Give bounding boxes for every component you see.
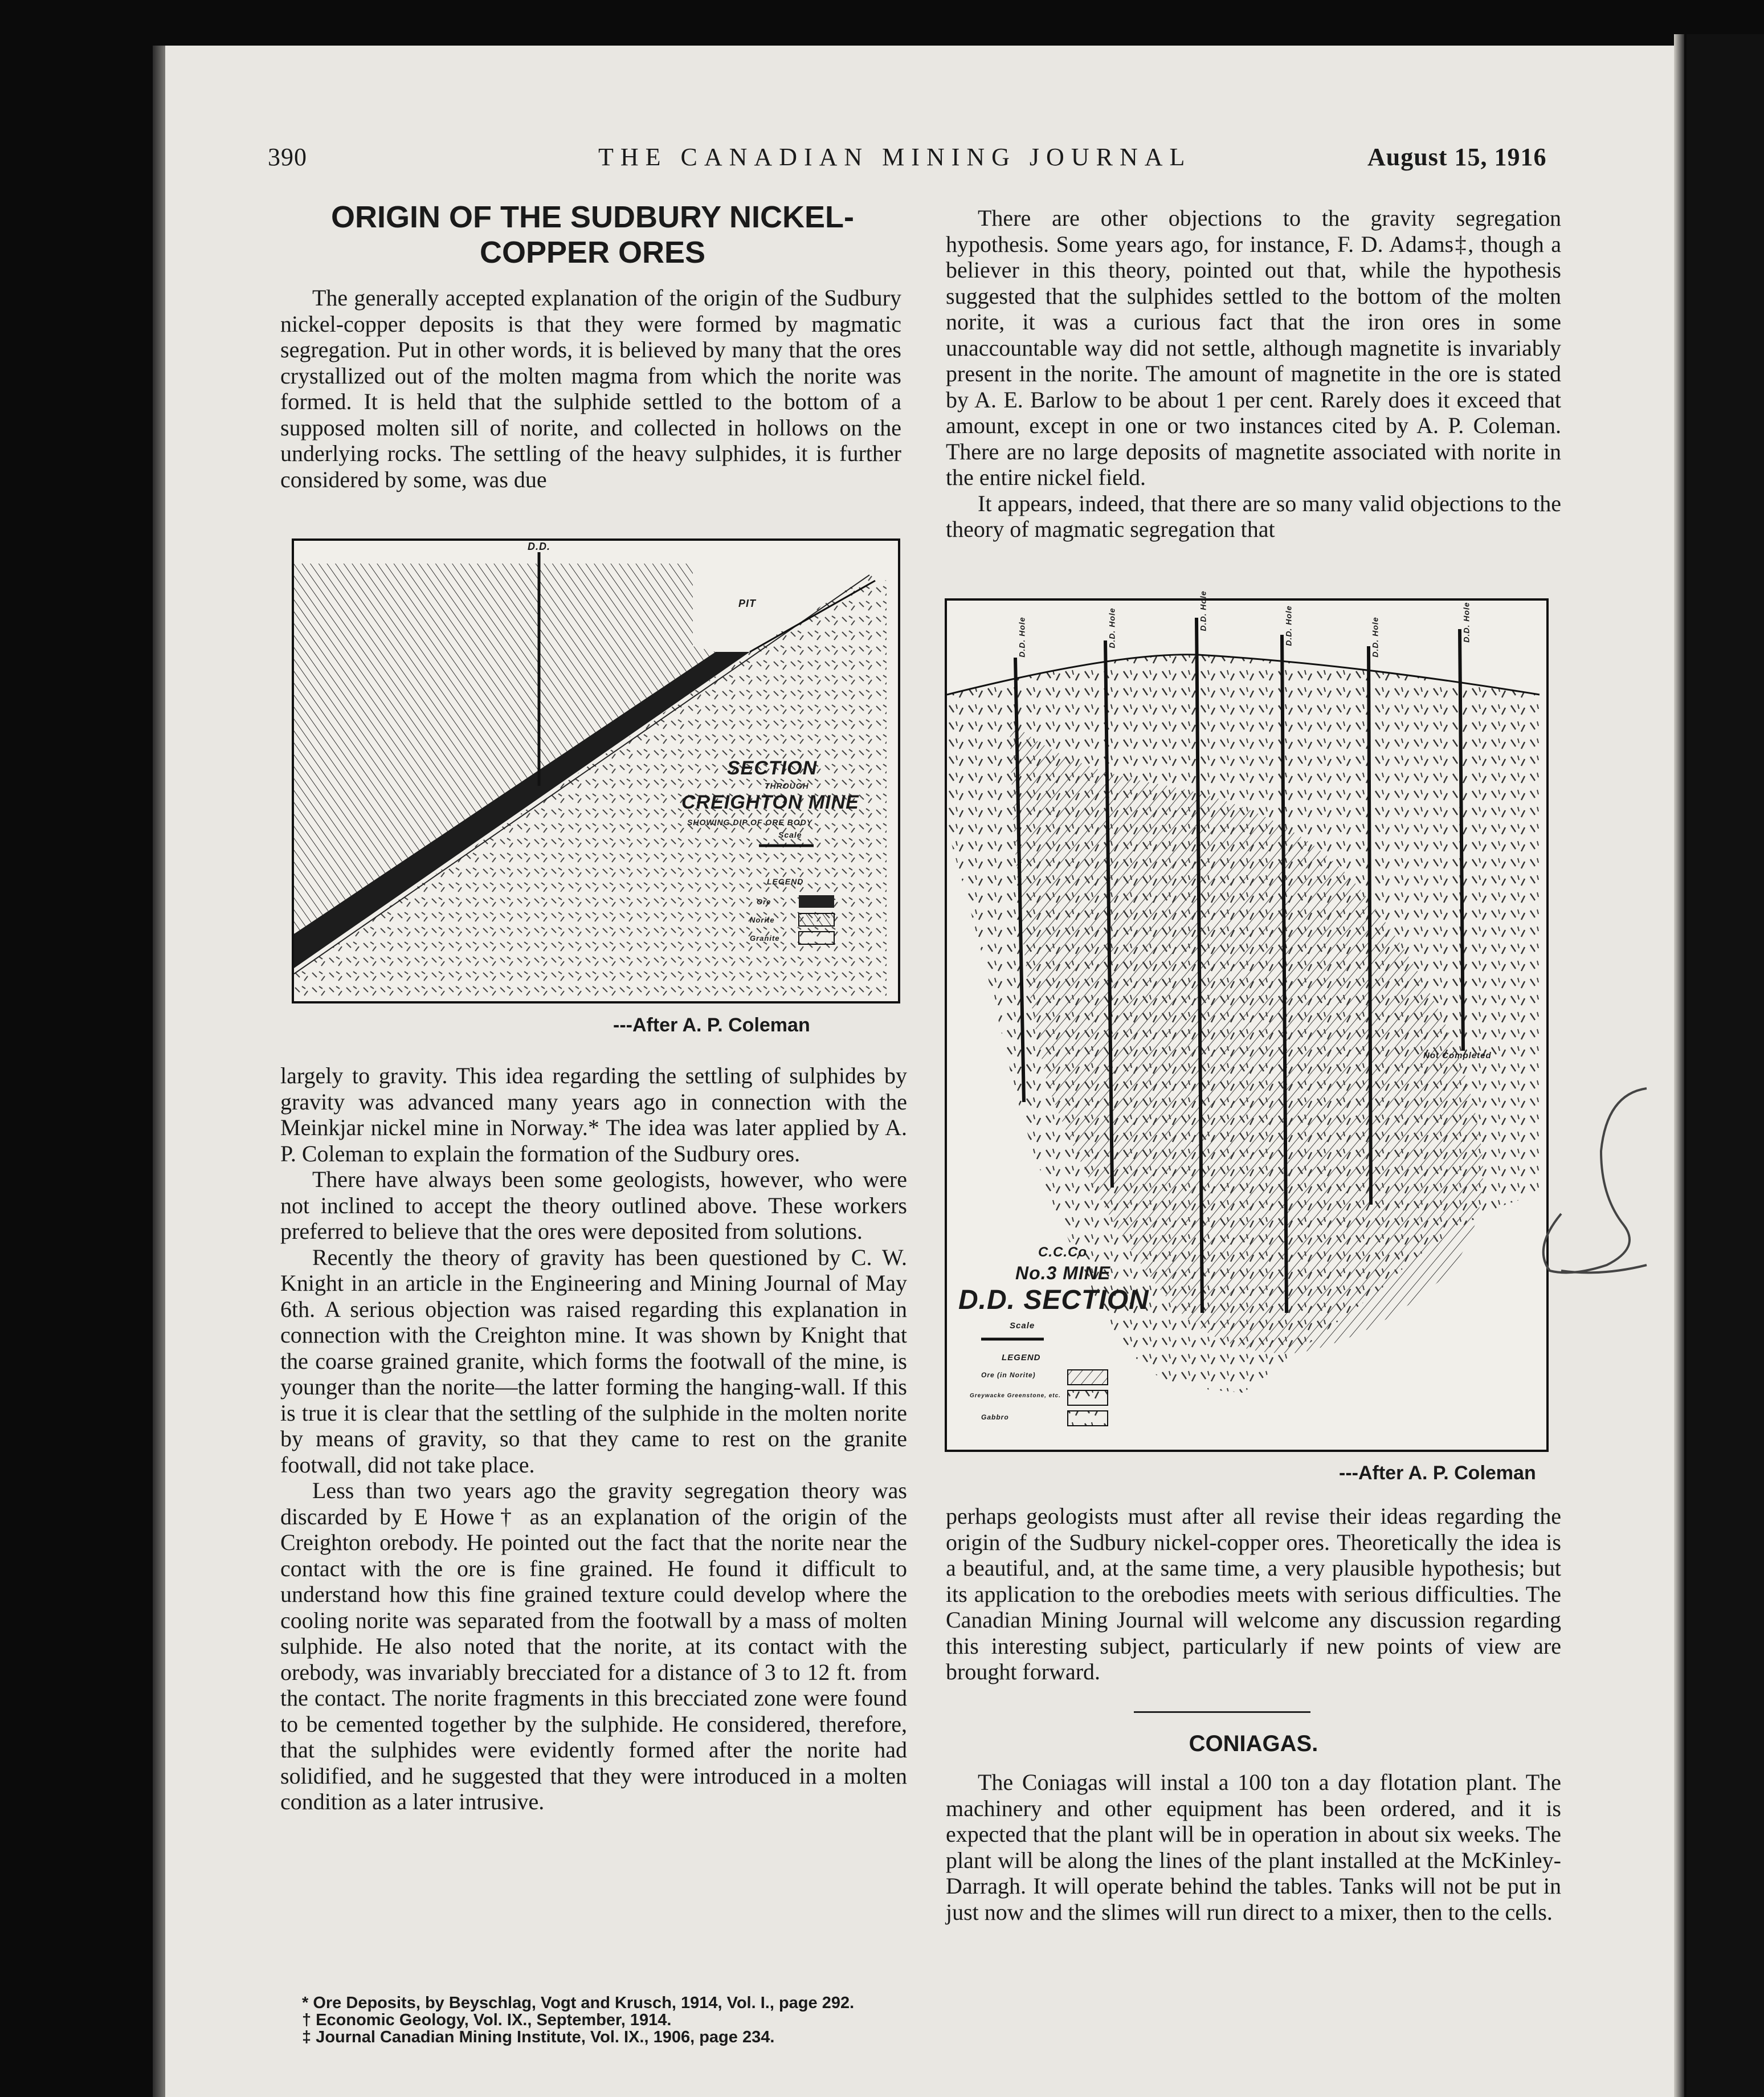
section-title: D.D. SECTION — [958, 1285, 1149, 1315]
scan-border — [1687, 34, 1764, 2097]
issue-date: August 15, 1916 — [1367, 143, 1547, 171]
hole-label: D.D. Hole — [1370, 617, 1380, 658]
left-column-top — [280, 285, 901, 492]
figure-name: CREIGHTON MINE — [681, 792, 859, 813]
page-number: 390 — [268, 143, 307, 171]
figure-credit: ---After A. P. Coleman — [1339, 1462, 1536, 1484]
company-label: C.C.Co — [1038, 1245, 1087, 1260]
legend-label-ore: Ore — [757, 897, 771, 906]
dd-section-diagram — [947, 601, 1546, 1450]
paragraph: The generally accepted explanation of the origin of the Sudbury nickel-copper deposits is that they were formed by magmatic segregation. Put in other words, it is believed by many that the ores crystallized out of the molten magma from which the norite was formed. It is held that the sulphide settled to the bottom of a supposed molten sill of norite, and collected in hollows on the underlying rocks. The settling of the heavy sulphides, it is further considered by some, was due — [280, 285, 901, 492]
figure-subtitle: THROUGH — [765, 781, 809, 790]
page-gutter — [1674, 34, 1684, 2097]
paragraph: Less than two years ago the gravity segregation theory was discarded by E Howe† as an explanation of the origin of the Creighton orebody. He pointed out the fact that the norite near the contact with the ore is fine grained. He found it difficult to understand how this fine grained texture could develop where the cooling norite was separated from the footwall by a mass of molten sulphide. He also noted that the norite, at its contact with the orebody, was invariably brecciated for a distance of 3 to 12 ft. from the contact. The norite fragments in this brecciated zone were found to be cemented together by the sulphide. He considered, therefore, that the sulphides were evidently formed after the norite had solidified, and he suggested that they were introduced in a molten condition as a later intrusive. — [280, 1478, 907, 1814]
paragraph: There have always been some geologists, however, who were not inclined to accept the theory outlined above. These workers preferred to believe that the ores were deposited from solutions. — [280, 1166, 907, 1244]
hole-label: D.D. Hole — [1107, 607, 1117, 648]
pit-label: PIT — [738, 598, 757, 609]
mine-label: No.3 MINE — [1015, 1263, 1111, 1283]
left-column-bottom — [280, 1063, 907, 1815]
figure-caption: SHOWING DIP OF ORE BODY — [687, 818, 813, 827]
paragraph: The Coniagas will instal a 100 ton a day flotation plant. The machinery and other equipment has been ordered, and it is expected that the plant will be in operation in about six weeks. The plant will be along the lines of the plant installed at the McKinley-Darragh. It will operate behind the tables. Tanks will not be put in just now and the slimes will run direct to a mixer, then to the cells. — [946, 1769, 1561, 1925]
legend-swatch-ore — [799, 895, 834, 908]
legend-label-norite: Norite — [750, 916, 775, 924]
footnote: † Economic Geology, Vol. IX., September, 1914. — [302, 2011, 672, 2029]
legend-label-granite: Granite — [750, 934, 780, 943]
legend-label-gabbro: Gabbro — [981, 1413, 1009, 1421]
figure-credit: ---After A. P. Coleman — [613, 1014, 810, 1036]
legend-swatch-granite — [799, 932, 834, 944]
scale-label: Scale — [778, 830, 802, 839]
right-column-bottom — [946, 1503, 1561, 1685]
paragraph: There are other objections to the gravity segregation hypothesis. Some years ago, for instance, F. D. Adams‡, though a believer in this theory, pointed out that, while the hypothesis suggested that the sulphides settled to the bottom of the molten norite, it was a curious fact that the iron ores in some unaccountable way did not settle, although magnetite is invariably present in the norite. The amount of magnetite in the ore is stated by A. E. Barlow to be about 1 per cent. Rarely does it exceed that amount, except in one or two instances cited by A. P. Coleman. There are no large deposits of magnetite associated with norite in the entire nickel field. — [946, 205, 1561, 490]
legend-title: LEGEND — [1002, 1353, 1041, 1362]
paragraph: It appears, indeed, that there are so many valid objections to the theory of magmatic segregation that — [946, 490, 1561, 542]
drill-hole-5 — [1369, 646, 1371, 1205]
coniagas-heading: CONIAGAS. — [1189, 1731, 1318, 1756]
figure-dd-section — [945, 590, 1549, 1452]
legend-swatch-ore — [1068, 1370, 1108, 1385]
hole-label: D.D. Hole — [1284, 605, 1293, 646]
hole-label: D.D. Hole — [1198, 590, 1208, 631]
not-completed-label: Not Completed — [1423, 1051, 1492, 1060]
article-title: ORIGIN OF THE SUDBURY NICKEL-COPPER ORES — [330, 200, 855, 270]
paragraph: Recently the theory of gravity has been questioned by C. W. Knight in an article in the Engineering and Mining Journal of May 6th. A serious objection was raised regarding this explanation in connection with the Creighton mine. It was shown by Knight that the coarse grained granite, which forms the footwall of the mine, is younger than the norite—the latter forming the hanging-wall. If this is true it is clear that the settling of the sulphide in the molten norite by means of gravity, so that they came to rest on the granite footwall, did not take place. — [280, 1244, 907, 1478]
legend-swatch-gabbro — [1068, 1411, 1108, 1426]
legend-swatch-norite — [799, 913, 834, 926]
legend-swatch-greywacke — [1068, 1390, 1108, 1405]
legend-label-greywacke: Greywacke Greenstone, etc. — [970, 1393, 1061, 1399]
hole-label: D.D. Hole — [1461, 602, 1471, 643]
figure-creighton-section — [292, 538, 900, 1003]
paragraph: largely to gravity. This idea regarding the settling of sulphides by gravity was advanced many years ago in connection with the Meinkjar nickel mine in Norway.* The idea was later applied by A. P. Coleman to explain the formation of the Sudbury ores. — [280, 1063, 907, 1166]
drill-hole-label: D.D. — [528, 541, 550, 552]
coniagas-body — [946, 1769, 1561, 1925]
legend-title: LEGEND — [767, 877, 804, 886]
scale-label: Scale — [1010, 1321, 1035, 1331]
paragraph: perhaps geologists must after all revise their ideas regarding the origin of the Sudbury nickel-copper ores. Theoretically the idea is a beautiful, and, at the same time, a very plausible hypothesis; but its application to the orebodies meets with serious difficulties. The Canadian Mining Journal will welcome any discussion regarding this interesting subject, particularly if new points of view are brought forward. — [946, 1503, 1561, 1684]
footnote: ‡ Journal Canadian Mining Institute, Vol. IX., 1906, page 234. — [302, 2028, 775, 2046]
right-column-top — [946, 205, 1561, 542]
hole-label: D.D. Hole — [1017, 617, 1027, 658]
journal-title: THE CANADIAN MINING JOURNAL — [598, 143, 1192, 171]
pencil-mark — [1538, 1083, 1652, 1345]
section-divider — [1134, 1711, 1310, 1713]
legend-label-ore: Ore (in Norite) — [981, 1371, 1036, 1379]
figure-title: SECTION — [727, 757, 818, 779]
footnote: * Ore Deposits, by Beyschlag, Vogt and Krusch, 1914, Vol. I., page 292. — [302, 1994, 855, 2012]
footnotes — [302, 1994, 1100, 2046]
